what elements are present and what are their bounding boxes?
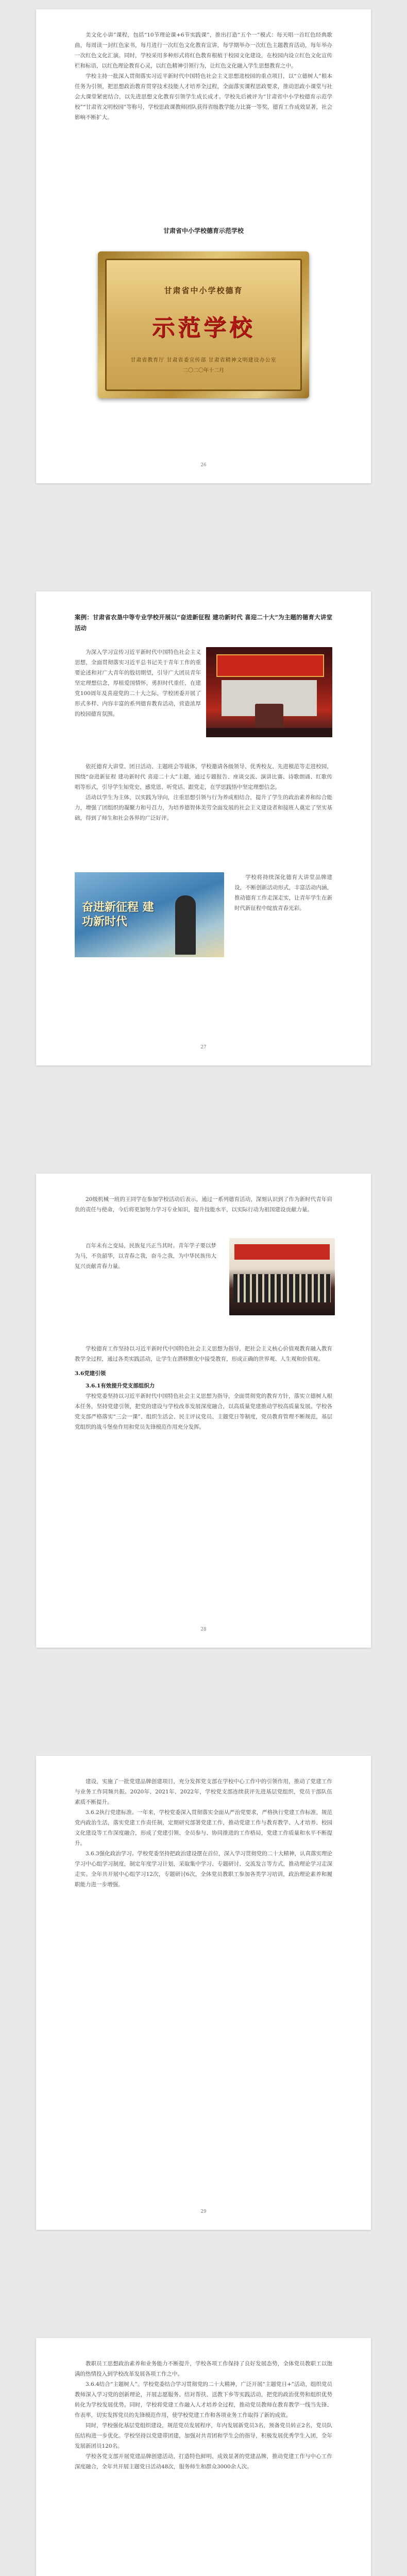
plaque-frame [105, 259, 302, 391]
choir-members [233, 1274, 331, 1302]
page-29-body [75, 1776, 332, 1890]
plaque-date: 二〇二〇年十二月 [183, 368, 224, 374]
page-28-body-mid [75, 1344, 332, 1432]
page-27-side-text [234, 872, 332, 913]
plaque-main-text: 示范学校 [152, 315, 255, 341]
stage-banner [216, 654, 324, 677]
page-26-paragraph-2: 学校主持一批深入贯彻落实习近平新时代中国特色社会主义思想进校园的重点项目，以“立德树人”根本任务为引领，把思想政治教育贯穿技术技能人才培养全过程，全面落实课程思政要求，推动思政小课堂与社会大课堂紧密结合，以先进思想文化教育引领学生成长成才。学校先后被评为“甘肃省中小学校德育示范学校”“甘肃省文明校园”等称号，学校思政课教师团队获得省级教学能力比赛一等奖，德育工作成效显著，社会影响不断扩大。 [75, 73, 332, 121]
page-27-paragraph-2: 依托德育大讲堂、团日活动、主题班会等载体，学校邀请各级领导、优秀校友、先进模范等走进校园，围绕“奋进新征程 建功新时代 喜迎二十大”主题，通过专题报告、座谈交流、演讲比赛、诗歌朗诵、红歌传唱等形式，引导学生知党史、感党恩、听党话、跟党走，在学思践悟中坚定理想信念。 [75, 764, 332, 790]
page-30-paragraph-1: 教职员工思想政治素养和业务能力不断提升，学校各项工作保持了良好发展态势，全体党员教职工以饱满的热情投入到学校改革发展各项工作之中。 [75, 2361, 332, 2377]
page-number: 28 [200, 1627, 207, 1632]
page-28-paragraph-1: 20级机械一班的王同学在参加学校活动后表示，通过一系列德育活动，深刻认识到了作为新时代青年肩负的责任与使命，今后将更加努力学习专业知识，提升技能水平，以实际行动为祖国建设贡献力量。 [75, 1196, 332, 1213]
plaque-issuer: 甘肃省教育厅 甘肃省委宣传部 甘肃省精神文明建设办公室 [130, 358, 277, 363]
page-27-paragraph-3: 活动以学生为主体，以实践为导向，注重思想引领与行为养成相结合，提升了学生的政治素养和综合能力，增强了团组织的凝聚力和号召力，为培养德智体美劳全面发展的社会主义建设者和接班人奠定了坚实基础，得到了师生和社会各界的广泛好评。 [75, 794, 332, 821]
page-29-paragraph-2: 3.6.2执行党建标准。一年来，学校党委深入贯彻落实全面从严治党要求，严格执行党建工作标准，规范党内政治生活，落实党建工作责任制，定期研究部署党建工作，推动党建工作与教育教学、人才培养、校园文化建设等工作深度融合，形成了党建引领、全员参与、协同推进的工作格局，党建工作质量和水平不断提升。 [75, 1809, 332, 1846]
honor-plaque-image [98, 251, 309, 398]
document-page-27 [36, 591, 371, 1065]
page-30-body [75, 2359, 332, 2472]
page-30-paragraph-3: 同时，学校强化基层党组织建设，规范党员发展程序，年内发展新党员3名，预备党员转正2名，党员队伍结构进一步优化。学校坚持以党建带团建，加强对共青团和学生会的指导，积极发展优秀学生入团，全年发展新团员120名。 [75, 2422, 332, 2449]
page-number: 29 [200, 2209, 207, 2214]
page-27-paragraph-1: 为深入学习宣传习近平新时代中国特色社会主义思想，全面贯彻落实习近平总书记关于青年工作的重要论述和对广大青年的殷切期望，引导广大团员青年坚定理想信念，厚植爱国情怀，勇担时代重任，在建党100周年及喜迎党的二十大之际，学校团委开展了形式多样、内容丰富的系列德育教育活动，营造浓厚的校园德育氛围。 [75, 649, 201, 717]
lecture-hall-photo [206, 647, 332, 737]
page-29-paragraph-1: 建设，实施了一批党建品牌创建项目，充分发挥党支部在学校中心工作中的引领作用，推动了党建工作与业务工作同频共振。2020年、2021年、2022年，学校党支部连续获评先进基层党组织，党员干部队伍素质不断提升。 [75, 1778, 332, 1805]
plaque-title-line: 甘肃省中小学校德育 [164, 286, 243, 295]
document-page-30 [36, 2338, 371, 2576]
page-28-paragraph-4: 学校党委坚持以习近平新时代中国特色社会主义思想为指导，全面贯彻党的教育方针，落实立德树人根本任务，坚持党建引领，把党的建设与学校改革发展深度融合，以高质量党建推动学校高质量发展。学校各党支部严格落实“三会一课”、组织生活会、民主评议党员、主题党日等制度，党员教育管理不断规范，基层党组织的战斗堡垒作用和党员先锋模范作用充分发挥。 [75, 1393, 332, 1430]
page-26-paragraph-1: 美文化小讲”课程，包括“10节理论课+6节实践课”，推出打造“五个一”模式：每天唱一首红色经典歌曲，每周读一封红色家书，每月进行一次红色文化教育宣讲，每学期举办一次红色主题教育活动，每年举办一次红色文化汇演。同时，学校采用多种形式将红色教育根植于校园文化建设，在校园内设立红色文化宣传栏和标语，以红色理论教育心灵，以红色精神引领行为，让红色文化融入学生思想教育之中。 [75, 32, 332, 69]
page-27-paragraph-4: 学校将持续深化德育大讲堂品牌建设，不断创新活动形式，丰富活动内涵，推动德育工作走深走实，让青年学生在新时代新征程中绽放青春光彩。 [234, 874, 332, 911]
choir-performance-photo [229, 1238, 335, 1315]
document-page-28 [36, 1174, 371, 1648]
page-number: 26 [200, 463, 207, 468]
page-27-intro [75, 647, 201, 719]
page-28-body-top [75, 1194, 332, 1215]
audience-row [206, 728, 332, 737]
section-heading-3-6: 3.6党建引领 [75, 1370, 106, 1377]
document-page-29 [36, 1756, 371, 2230]
case-title: 案例：甘肃省农垦中等专业学校开展以“奋进新征程 建功新时代 喜迎二十大”为主题的德育大讲堂活动 [75, 614, 332, 632]
student-speech-photo [75, 872, 224, 957]
speaker-silhouette [175, 895, 196, 955]
choir-banner [234, 1244, 330, 1260]
subsection-heading-3-6-1: 3.6.1有效提升党支部组织力 [86, 1383, 155, 1389]
page-26-body [75, 30, 332, 123]
page-27-body [75, 761, 332, 823]
page-30-paragraph-2: 3.6.4结合“主题树人”。学校党委结合学习贯彻党的二十大精神，广泛开展“主题党日+”活动，组织党员教师深入学习党的创新理论，开展志愿服务、结对帮扶、送教下乡等实践活动，把党的政治优势和组织优势转化为学校发展优势。同时，学校将党建工作融入人才培养全过程，推动党员教师在教育教学一线当先锋、作表率，切实发挥党员的先锋模范作用，使学校党建工作和各项业务工作取得了新的成效。 [75, 2381, 332, 2418]
page-29-paragraph-3: 3.6.3强化政治学习。学校党委坚持把政治建设摆在首位，深入学习贯彻党的二十大精神，认真落实理论学习中心组学习制度，制定年度学习计划，采取集中学习、专题研讨、交流发言等方式，推动理论学习走深走实。全年共开展中心组学习12次，专题研讨6次，全体党员教职工参加各类学习培训，政治理论素养和履职能力进一步增强。 [75, 1851, 332, 1888]
page-28-paragraph-3: 学校德育工作坚持以习近平新时代中国特色社会主义思想为指导，把社会主义核心价值观教育融入教育教学全过程，通过各类实践活动，让学生在潜移默化中接受教育，形成正确的世界观、人生观和价值观。 [75, 1346, 332, 1362]
page-28-paragraph-2: 百年未有之变局，民族复兴正当其时。青年学子要以梦为马，不负韶华，以青春之我，奋斗之我，为中华民族伟大复兴贡献青春力量。 [75, 1243, 216, 1269]
photo-overlay-text: 奋进新征程 建功新时代 [82, 901, 154, 928]
plaque-caption: 甘肃省中小学校德育示范学校 [163, 227, 244, 234]
page-30-paragraph-4: 学校各党支部开展党建品牌创建活动，打造特色鲜明、成效显著的党建品牌，推动党建工作与中心工作深度融合，全年共开展主题党日活动48次，服务师生和群众3000余人次。 [75, 2453, 332, 2470]
document-page-26 [36, 9, 371, 483]
page-number: 27 [200, 1045, 207, 1050]
page-28-side-text [75, 1241, 216, 1272]
